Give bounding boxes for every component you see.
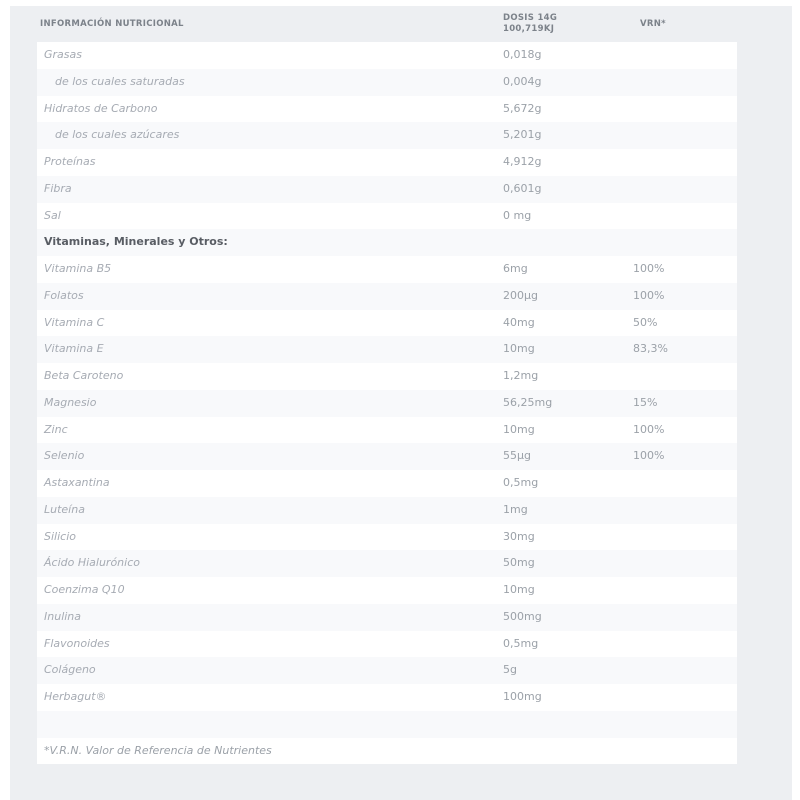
row-value: 0,5mg [503, 476, 539, 489]
row-vrn: 100% [633, 288, 665, 302]
table-row [37, 42, 737, 69]
row-vrn: 100% [633, 449, 665, 463]
row-value: 10mg [503, 583, 535, 596]
table-row [37, 96, 737, 123]
row-value: 1mg [503, 502, 528, 516]
row-vrn: 100% [633, 422, 665, 436]
table-row [37, 577, 737, 604]
row-value: 0,018g [503, 48, 542, 61]
row-value: 0,004g [503, 74, 542, 88]
row-label: Silicio [44, 529, 76, 543]
row-value: 30mg [503, 529, 535, 543]
row-label: Flavonoides [44, 636, 110, 650]
row-label: Astaxantina [44, 476, 110, 489]
table-row [37, 657, 737, 684]
table-row [37, 604, 737, 631]
nutrition-rows [37, 42, 737, 764]
vrn-column-header: VRN* [640, 19, 666, 29]
table-row [37, 524, 737, 551]
row-label: Colágeno [44, 663, 96, 677]
row-value: 56,25mg [503, 395, 553, 409]
row-label: Sal [44, 208, 61, 222]
table-row [37, 149, 737, 176]
row-label: Vitamina E [44, 342, 104, 356]
row-label: Inulina [44, 609, 82, 623]
dose-header-line1: DOSIS 14G [503, 13, 558, 23]
row-label: de los cuales azúcares [55, 128, 180, 142]
table-row [37, 336, 737, 363]
row-value: 1,2mg [503, 369, 539, 382]
row-label: Proteínas [44, 155, 96, 168]
table-row [37, 363, 737, 390]
row-value: 0,601g [503, 181, 542, 195]
row-vrn: 15% [633, 395, 658, 409]
row-vrn: 100% [633, 262, 665, 275]
row-label: Selenio [44, 449, 85, 463]
row-vrn: 83,3% [633, 342, 668, 356]
row-label: Zinc [44, 422, 68, 436]
table-row [37, 203, 737, 230]
section-header-row [37, 229, 737, 256]
row-label: Vitamina C [44, 315, 105, 329]
row-label: Luteína [44, 502, 85, 516]
row-vrn: 50% [633, 315, 658, 329]
row-label: Coenzima Q10 [44, 583, 125, 596]
table-row [37, 256, 737, 283]
table-row [37, 69, 737, 96]
table-row [37, 283, 737, 310]
table-row [37, 497, 737, 524]
row-value: 10mg [503, 422, 535, 436]
row-value: 6mg [503, 262, 528, 275]
row-label: Hidratos de Carbono [44, 101, 158, 115]
table-row [37, 684, 737, 711]
row-label: Beta Caroteno [44, 369, 124, 382]
row-label: Ácido Hialurónico [44, 556, 140, 570]
table-row [37, 390, 737, 417]
row-label: de los cuales saturadas [55, 74, 185, 88]
table-row [37, 417, 737, 444]
row-label: Grasas [44, 48, 82, 61]
row-value: 0,5mg [503, 636, 539, 650]
row-value: 10mg [503, 342, 535, 356]
row-label: Magnesio [44, 395, 97, 409]
table-row [37, 470, 737, 497]
row-value: 0 mg [503, 208, 532, 222]
table-title: INFORMACIÓN NUTRICIONAL [40, 19, 184, 29]
row-label: Herbagut® [44, 690, 107, 703]
row-value: 40mg [503, 315, 535, 329]
spacer-row [37, 711, 737, 738]
table-row [37, 631, 737, 658]
table-row [37, 176, 737, 203]
row-value: 100mg [503, 690, 542, 703]
row-value: 5,672g [503, 101, 542, 115]
row-label: Fibra [44, 181, 72, 195]
table-row [37, 443, 737, 470]
dose-column-header [503, 13, 557, 35]
row-value: 5g [503, 663, 517, 677]
table-row [37, 122, 737, 149]
table-row [37, 310, 737, 337]
row-label: Vitamina B5 [44, 262, 112, 275]
footnote-row [37, 738, 737, 765]
row-value: 200µg [503, 288, 538, 302]
row-value: 55µg [503, 449, 531, 463]
nutrition-table [37, 42, 737, 764]
section-title: Vitaminas, Minerales y Otros: [44, 235, 228, 249]
row-value: 50mg [503, 556, 535, 570]
row-value: 5,201g [503, 128, 542, 142]
dose-header-line2: 100,719KJ [503, 24, 555, 34]
row-value: 500mg [503, 609, 542, 623]
table-header [10, 6, 792, 42]
row-value: 4,912g [503, 155, 542, 168]
footnote-text: *V.R.N. Valor de Referencia de Nutrientes [44, 743, 272, 757]
nutrition-panel [10, 6, 792, 800]
row-label: Folatos [44, 288, 84, 302]
table-row [37, 550, 737, 577]
